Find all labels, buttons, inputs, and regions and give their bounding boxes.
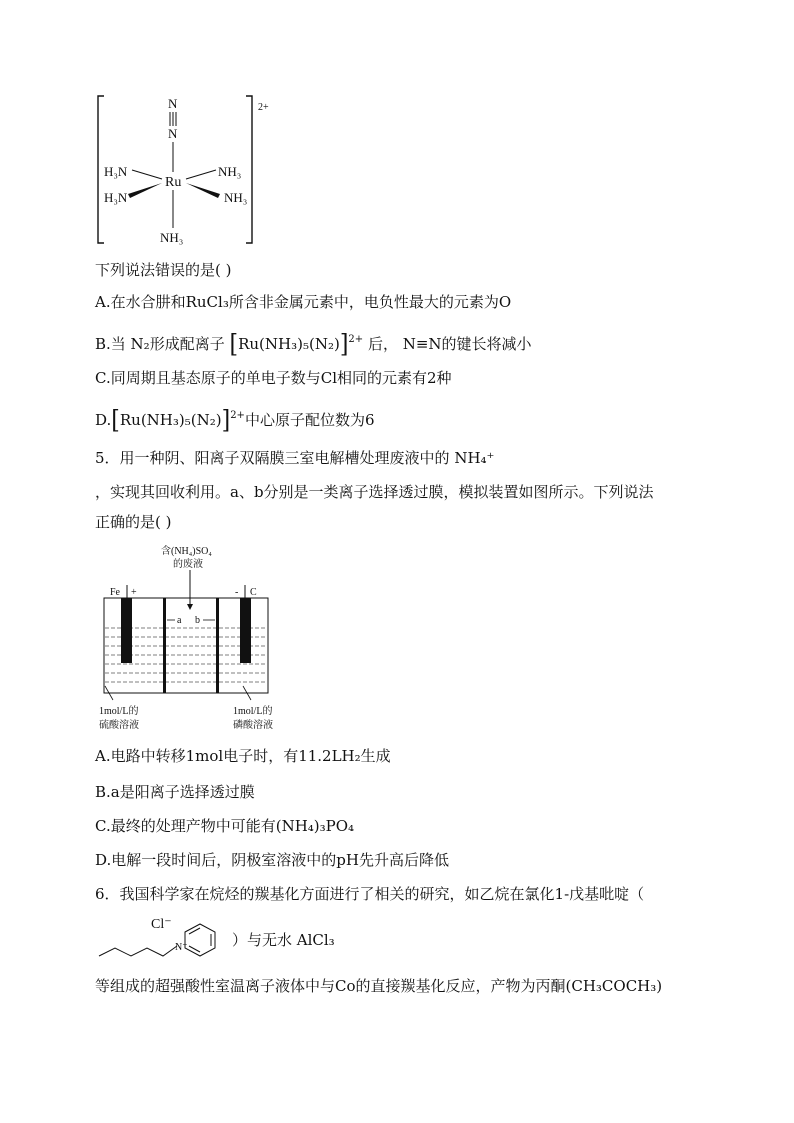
q4-option-a: A.在水合肼和RuCl₃所含非金属元素中，电负性最大的元素为O — [95, 293, 512, 311]
q5-stem-2: ，实现其回收利用。a、b分别是一类离子选择透过膜，模拟装置如图所示。下列说法 — [95, 483, 654, 501]
q5-stem-3: 正确的是( ) — [95, 513, 172, 531]
ru-complex-figure — [90, 90, 280, 252]
membrane-a — [163, 598, 166, 693]
electrolysis-cell-figure — [95, 540, 285, 738]
q4-option-b-post: 后， N≡N的键长将减小 — [367, 335, 532, 353]
q5-option-c: C.最终的处理产物中可能有(NH₄)₃PO₄ — [95, 817, 355, 835]
q4-option-b: B.当 N₂形成配离子 $[Ru(NH_3)_5(N_2)]^{2+}$ 后， N≡N的键长将减小 — [95, 330, 532, 359]
complex-charge: 2+ — [258, 102, 269, 113]
membrane-a-label: a — [177, 615, 182, 626]
cathode-sign: - — [235, 587, 239, 598]
q4-option-b-charge: 2+ — [348, 334, 364, 345]
n-top-atom: N — [168, 96, 178, 111]
q4-option-d-post: 中心原子配位数为6 — [244, 411, 375, 429]
right-solution-label-2: 磷酸溶液 — [233, 720, 273, 731]
q6-stem-1: 6．我国科学家在烷烃的羰基化方面进行了相关的研究，如乙烷在氯化1-戊基吡啶（ — [95, 885, 645, 903]
q4-option-d-ion: Ru(NH₃)₅(N₂) — [119, 411, 222, 429]
n-mid-atom: N — [168, 126, 178, 141]
cathode-label: C — [250, 587, 257, 598]
right-solution-label-1: 1mol/L的 — [233, 706, 273, 717]
q4-option-c: C.同周期且基态原子的单电子数与Cl相同的元素有2种 — [95, 369, 452, 387]
feed-label-1: 含(NH₄)SO₄ — [161, 546, 212, 557]
ligand-left-lower: H₃N — [104, 190, 128, 205]
ligand-right-lower: NH₃ — [224, 190, 248, 205]
q5-stem-1: 5．用一种阴、阳离子双隔膜三室电解槽处理废液中的 NH₄⁺ — [95, 449, 495, 467]
q4-option-d: $D.[Ru(NH_3)_5(N_2)]^{2+}$中心原子配位数为6 — [95, 406, 375, 435]
pyridinium-n: N⁺ — [175, 942, 188, 953]
fe-anode — [121, 598, 132, 663]
q5-option-d: D.电解一段时间后，阴极室溶液中的pH先升高后降低 — [95, 851, 449, 869]
q4-option-d-charge: 2+ — [230, 410, 245, 421]
ru-metal: Ru — [165, 175, 182, 190]
left-solution-label-1: 1mol/L的 — [99, 706, 139, 717]
ligand-left-upper: H₃N — [104, 164, 128, 179]
c-cathode — [240, 598, 251, 663]
ligand-bottom: NH₃ — [160, 230, 184, 245]
q6-stem-2: ）与无水 AlCl₃ — [232, 931, 335, 949]
q4-option-b-ion: Ru(NH₃)₅(N₂) — [238, 335, 340, 353]
membrane-b-label: b — [195, 615, 200, 626]
right-bracket — [246, 96, 252, 243]
ligand-right-upper: NH₃ — [218, 164, 242, 179]
anode-sign: + — [131, 587, 137, 598]
q6-stem-3: 等组成的超强酸性室温离子液体中与Co的直接羰基化反应，产物为丙酮(CH₃COCH₃) — [95, 977, 663, 995]
q5-option-a: A.电路中转移1mol电子时，有11.2LH₂生成 — [95, 747, 391, 765]
q4-prompt: 下列说法错误的是( ) — [95, 261, 232, 279]
left-solution-label-2: 硫酸溶液 — [99, 720, 139, 731]
pentylpyridinium-figure — [95, 912, 235, 970]
q5-option-b: B.a是阳离子选择透过膜 — [95, 783, 255, 801]
membrane-b — [216, 598, 219, 693]
q4-option-d-pre: D. — [95, 411, 112, 429]
feed-label-2: 的废液 — [173, 559, 203, 570]
anode-label: Fe — [110, 587, 120, 598]
chloride-anion: Cl⁻ — [151, 917, 172, 932]
q4-option-b-pre: B.当 N₂形成配离子 — [95, 335, 225, 353]
